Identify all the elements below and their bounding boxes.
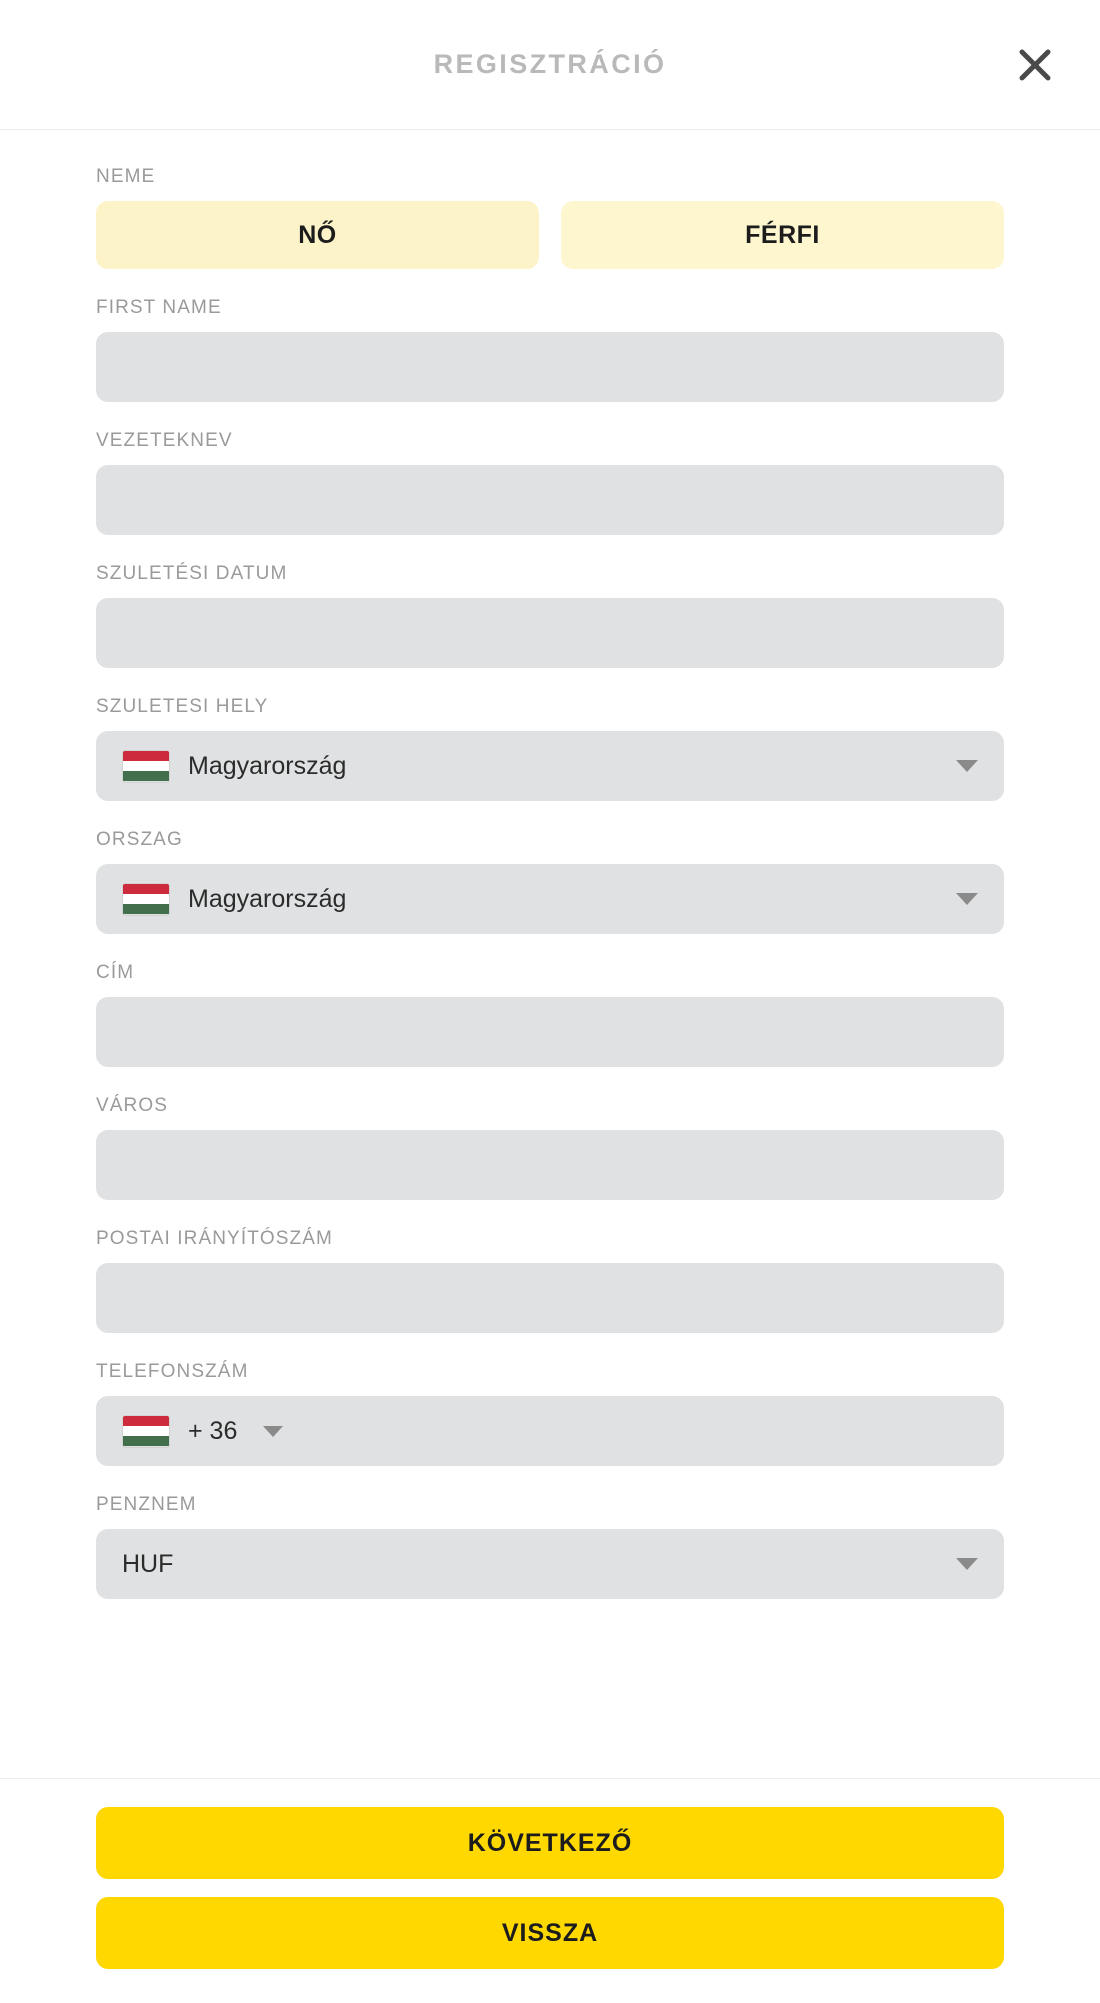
gender-option-female[interactable]: NŐ xyxy=(96,201,539,269)
field-gender xyxy=(96,166,1004,269)
last-name-input[interactable] xyxy=(96,465,1004,535)
gender-toggle-group xyxy=(96,201,1004,269)
field-city xyxy=(96,1095,1004,1200)
back-button[interactable]: VISSZA xyxy=(96,1897,1004,1969)
hungary-flag-icon xyxy=(122,1415,170,1448)
country-select[interactable] xyxy=(96,864,1004,934)
hungary-flag-icon xyxy=(122,750,170,783)
field-birth-place xyxy=(96,696,1004,801)
field-last-name xyxy=(96,430,1004,535)
chevron-down-icon[interactable] xyxy=(263,1426,283,1437)
field-postal-code xyxy=(96,1228,1004,1333)
last-name-label: VEZETEKNEV xyxy=(96,430,233,451)
first-name-input[interactable] xyxy=(96,332,1004,402)
postal-code-input[interactable] xyxy=(96,1263,1004,1333)
registration-form xyxy=(0,130,1100,1599)
address-input[interactable] xyxy=(96,997,1004,1067)
birth-place-value: Magyarország xyxy=(188,751,347,780)
chevron-down-icon xyxy=(956,893,978,905)
first-name-label: FIRST NAME xyxy=(96,297,222,318)
country-label: ORSZAG xyxy=(96,829,183,850)
phone-prefix: + 36 xyxy=(188,1416,238,1445)
currency-value: HUF xyxy=(122,1549,174,1578)
chevron-down-icon xyxy=(956,1558,978,1570)
gender-label: NEME xyxy=(96,166,156,187)
modal-header xyxy=(0,0,1100,130)
field-address xyxy=(96,962,1004,1067)
currency-label: PENZNEM xyxy=(96,1494,197,1515)
field-birth-date xyxy=(96,563,1004,668)
field-currency xyxy=(96,1494,1004,1599)
field-country xyxy=(96,829,1004,934)
city-label: VÁROS xyxy=(96,1095,169,1116)
hungary-flag-icon xyxy=(122,883,170,916)
country-value: Magyarország xyxy=(188,884,347,913)
currency-select[interactable] xyxy=(96,1529,1004,1599)
birth-date-label: SZULETÉSI DATUM xyxy=(96,563,288,584)
next-button[interactable]: KÖVETKEZŐ xyxy=(96,1807,1004,1879)
modal-footer xyxy=(0,1778,1100,2003)
birth-place-label: SZULETESI HELY xyxy=(96,696,269,717)
page-title: REGISZTRÁCIÓ xyxy=(433,49,667,79)
field-first-name xyxy=(96,297,1004,402)
chevron-down-icon xyxy=(956,760,978,772)
birth-date-input[interactable] xyxy=(96,598,1004,668)
gender-option-male[interactable]: FÉRFI xyxy=(561,201,1004,269)
birth-place-select[interactable] xyxy=(96,731,1004,801)
phone-label: TELEFONSZÁM xyxy=(96,1361,249,1382)
phone-input-group[interactable] xyxy=(96,1396,1004,1466)
address-label: CÍM xyxy=(96,962,135,983)
city-input[interactable] xyxy=(96,1130,1004,1200)
close-icon[interactable] xyxy=(1012,42,1058,88)
field-phone xyxy=(96,1361,1004,1466)
postal-code-label: POSTAI IRÁNYÍTÓSZÁM xyxy=(96,1228,333,1249)
